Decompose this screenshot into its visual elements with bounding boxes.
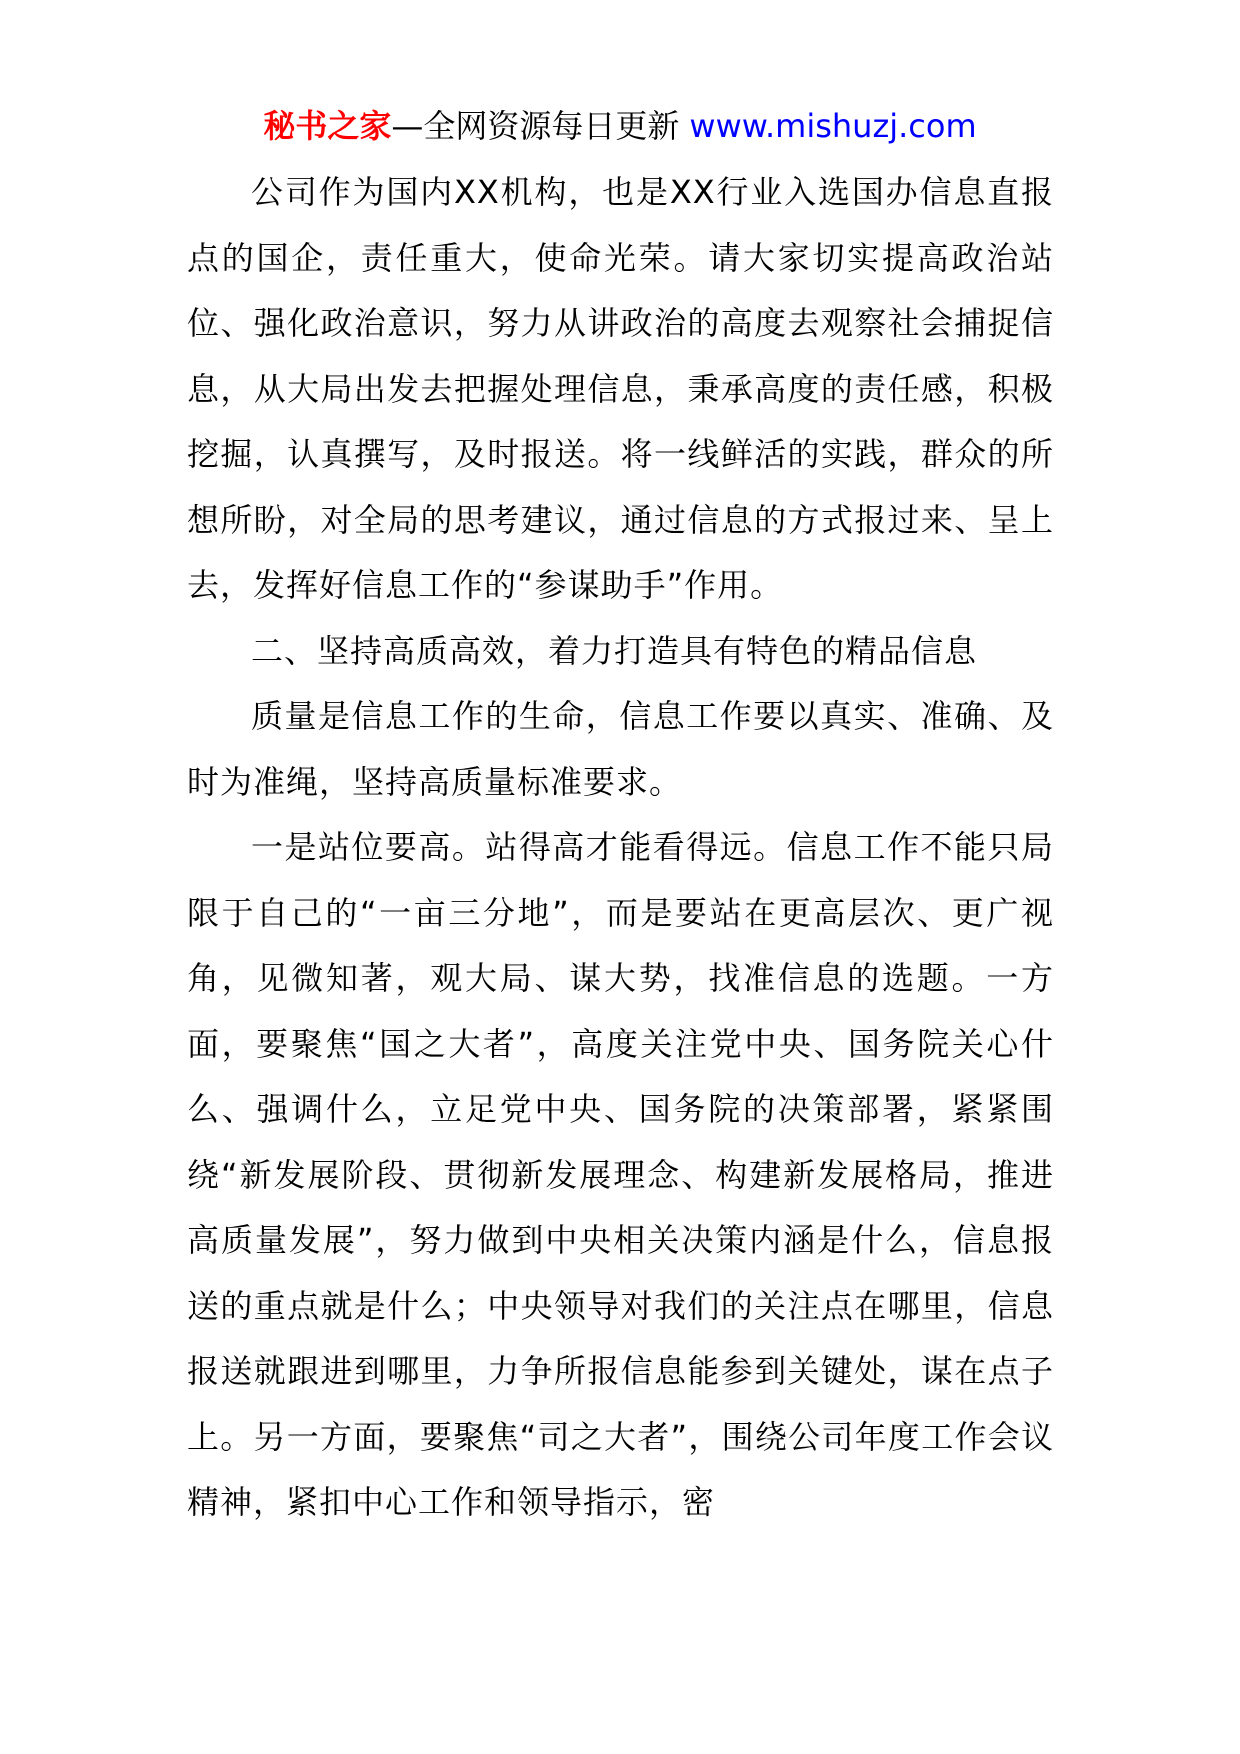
page-header (0, 104, 1240, 148)
paragraph-standpoint: 一是站位要高。站得高才能看得远。信息工作不能只局限于自己的“一亩三分地”，而是要站在更高层次、更广视角，见微知著，观大局、谋大势，找准信息的选题。一方面，要聚焦“国之大者”，高度关注党中央、国务院关心什么、强调什么，立足党中央、国务院的决策部署，紧紧围绕“新发展阶段、贯彻新发展理念、构建新发展格局，推进高质量发展”，努力做到中央相关决策内涵是什么，信息报送的重点就是什么；中央领导对我们的关注点在哪里，信息报送就跟进到哪里，力争所报信息能参到关键处，谋在点子上。另一方面，要聚焦“司之大者”，围绕公司年度工作会议精神，紧扣中心工作和领导指示，密 (187, 828, 1054, 1521)
site-brand: 秘书之家 (263, 107, 392, 145)
site-url-link[interactable]: www.mishuzj.com (689, 107, 977, 145)
paragraph-quality: 质量是信息工作的生命，信息工作要以真实、准确、及时为准绳，坚持高质量标准要求。 (187, 697, 1054, 801)
paragraph-responsibility: 公司作为国内XX机构，也是XX行业入选国办信息直报点的国企，责任重大，使命光荣。请大家切实提高政治站位、强化政治意识，努力从讲政治的高度去观察社会捕捉信息，从大局出发去把握处理信息，秉承高度的责任感，积极挖掘，认真撰写，及时报送。将一线鲜活的实践，群众的所想所盼，对全局的思考建议，通过信息的方式报过来、呈上去，发挥好信息工作的“参谋助手”作用。 (187, 173, 1054, 604)
document-body (187, 160, 1054, 1536)
section-heading-2: 二、坚持高质高效，着力打造具有特色的精品信息 (251, 631, 978, 670)
site-slogan: —全网资源每日更新 (391, 107, 680, 145)
